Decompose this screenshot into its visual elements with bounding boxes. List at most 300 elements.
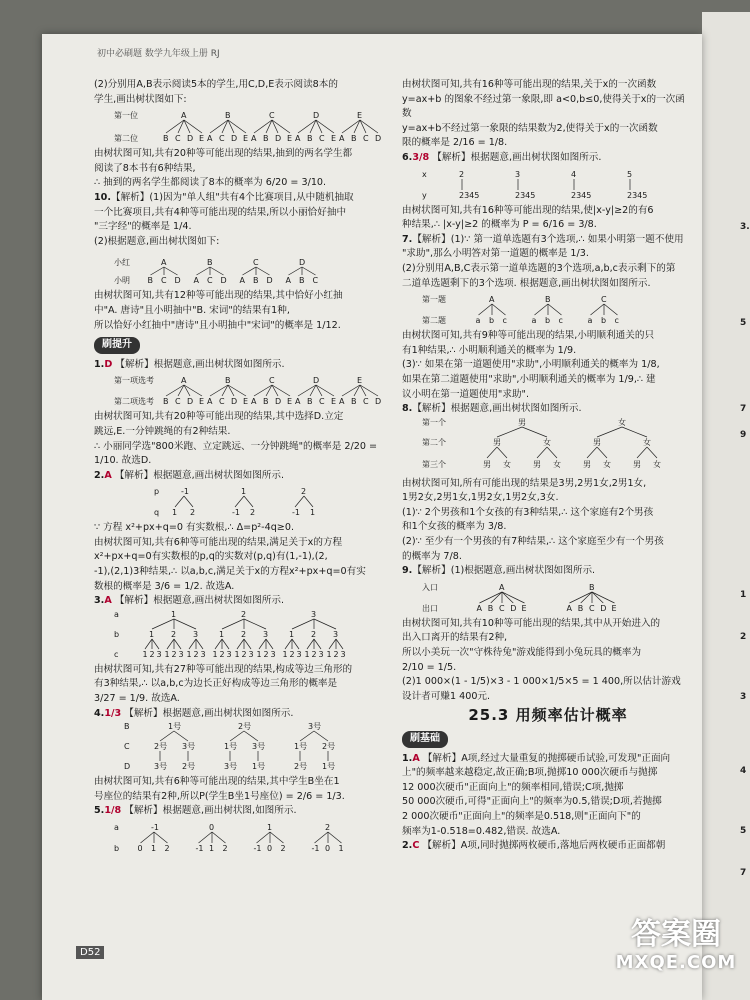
tree-node: 3号 [224,762,238,772]
text-line: 限的概率是 2/16 = 1/8. [402,137,508,149]
tree-branch [314,731,328,741]
tree-branch [145,639,152,649]
tree-node: 男 [483,459,491,469]
text-line: 频率为1-0.518=0.482,错误. 故选A. [402,825,561,837]
tree-node: C [207,276,213,286]
tree-branch [497,427,522,437]
tree-node: 2 [333,649,339,659]
book-page [42,34,702,1000]
tree-branch [315,832,329,843]
question-number: 7. [402,233,413,245]
tree-branch [535,304,549,315]
tree-label: 第二位 [114,134,138,144]
tree-node: 2 [241,629,247,639]
tree-node: B [163,134,169,144]
tree-branch [570,592,593,603]
tree-branch [285,639,292,649]
tree-branch [184,496,193,507]
text-line: 【解析】根据题意,画出树状图如图所示. [412,403,582,415]
tree-label: y [422,190,427,200]
tree-node: 2 [171,649,177,659]
text-line: 出入口离开的结果有2种, [402,632,508,644]
tree-node: D [220,276,227,286]
tree-branch [266,639,273,649]
tree-node: 3 [340,649,346,659]
tree-node: 1号 [168,722,182,732]
question-number: 1. [402,752,413,764]
answer: 1/3 [104,707,122,719]
answer: 1/8 [104,805,122,817]
tree-branch [215,639,222,649]
tree-node: 男 [633,459,641,469]
tree-node: 1 [326,649,332,659]
tree-node: b [545,316,551,326]
tree-node: 2 [171,629,177,639]
question-number: 1. [94,358,105,370]
tree-branch [292,639,299,649]
tree-node: B [263,397,269,407]
tree-branch [244,731,258,741]
tree-node: D [231,397,238,407]
tree-branch [587,447,597,458]
tree-node: 2 [222,844,228,853]
tree-diagram-q10 [114,251,374,287]
tree-node: 4 [571,169,577,179]
answer: A [104,469,112,481]
tree-node: 1号 [322,762,336,772]
tree-node: 1号 [252,762,266,772]
tree-node: D [187,134,194,144]
tree-branch [592,592,615,603]
text-line: 由树状图可知,所有可能出现的结果是3男,2男1女,2男1女, [402,477,647,489]
tree-node: 3号 [252,742,266,752]
tree-node: 女 [653,459,661,469]
tree-label: 入口 [422,582,438,592]
tree-node: C [319,134,325,144]
tree-diagram-q5 [114,821,384,855]
text-line: 【解析】根据题意,画出树状图如图所示. [114,469,285,481]
tree-node: B [545,295,551,305]
answer: A [412,752,420,764]
tree-node: 3 [311,609,317,619]
tree-branch [622,427,647,437]
tree-node: 1 [256,649,262,659]
tree-node: A [295,397,301,407]
tree-node: 1 [212,649,218,659]
tree-node: A [295,134,301,144]
tree-node: 3号 [182,742,196,752]
tree-label: 出口 [422,603,438,613]
edge-number: 7 [740,868,747,878]
tree-branch [222,639,229,649]
tree-diagram-q4 [114,723,374,773]
text-line: 的概率为 7/8. [402,550,462,562]
watermark [606,918,746,973]
tree-diagram-q1 [114,374,382,408]
left-column [94,78,396,857]
text-line: 【解析】根据题意,画出树状图如图所示. [124,707,294,719]
text-line: 由树状图可知,共有6种等可能出现的结果,其中学生B坐在1 [94,776,340,788]
text-line: (2)分别用A,B表示阅读5本的学生,用C,D,E表示阅读8本的 [94,79,338,90]
tree-node: B [577,603,584,613]
tree-node: C [319,397,325,407]
tree-node: 1 [172,508,178,518]
text-line: 1/10. 故选D. [94,455,152,467]
tree-node: 5 [627,169,633,179]
text-line: 数根的概率是 3/6 = 1/2. 故选A. [94,580,235,592]
text-line: 【解析】根据题意,画出树状图,如图所示. [124,805,297,817]
text-line: (2)1 000×(1 - 1/5)×3 - 1 000×1/5×5 = 1 400,所以估计游戏 [402,676,681,688]
text-line: 学生,画出树状图如下: [94,93,187,105]
tree-node: A [207,397,213,407]
edge-number: 2 [740,632,747,642]
tree-node: B [351,134,357,144]
text-line: (2)根据题意,画出树状图如下: [94,235,220,247]
text-line: 2/10 = 1/5. [402,661,457,673]
tree-label: 第一题 [422,295,446,305]
text-line: ∴ 小丽同学选"800米跑、立定跳远、一分钟跳绳"的概率是 2/20 = [94,440,378,452]
tree-node: 2号 [154,742,168,752]
tree-node: 1 [142,649,148,659]
tree-node: 2 [311,649,317,659]
question-number: 4. [94,707,105,719]
tree-node: -1 [253,844,262,853]
tree-node: B [589,582,595,592]
text-line: 由树状图可知,共有20种等可能出现的结果,抽到的两名学生都 [94,148,353,160]
tree-node: 0 [137,844,143,853]
text-line: y=ax+b 的图象不经过第一象限,即 a<0,b≤0,使得关于x的一次函数 [402,93,685,120]
tree-branch [492,304,506,315]
tree-node: C [253,258,259,268]
tree-label: q [154,508,160,518]
tree-branch [175,496,184,507]
tree-branch [152,639,159,649]
tree-node: 2 [280,844,286,853]
text-line: 由树状图可知,共有6种等可能出现的结果,满足关于x的方程 [94,536,343,548]
answer: 3/8 [412,151,430,163]
tree-label: x [422,169,427,179]
edge-number: 1 [740,590,747,600]
tree-node: 1 [241,487,247,497]
tree-node: 2 [263,649,269,659]
tree-node: 1 [289,629,295,639]
tree-node: 2 [241,609,247,619]
tree-node: c [558,316,563,326]
edge-number: 9 [740,430,747,440]
text-line: 【解析】根据题意,画出树状图如图所示. [432,151,602,163]
tree-node: B [307,397,313,407]
text-line: y=ax+b不经过第一象限的结果数为2,使得关于x的一次函数 [402,122,658,134]
tree-branch [152,619,174,629]
tree-branch [547,447,557,458]
edge-number: 4 [740,766,747,776]
tree-label: a [114,823,119,832]
tree-node: C [499,603,505,613]
tree-node: 女 [543,437,551,447]
section-name: 用频率估计概率 [515,706,628,725]
section-banner: 刷提升 [94,337,140,354]
tree-branch [328,832,342,843]
tree-node: -1 [232,508,240,518]
tree-label: 第二项选考 [114,397,154,407]
text-line: 由树状图可知,共有12种等可能出现的结果,其中恰好小红抽 [94,290,343,302]
text-line: 由树状图可知,共有20种等可能出现的结果,其中选择D.立定 [94,411,344,423]
text-line: 【解析】A项,同时抛掷两枚硬币,落地后两枚硬币正面都朝 [422,840,666,852]
text-line: 一个比赛项目,共有4种等可能出现的结果,所以小丽恰好抽中 [94,206,347,218]
tree-branch [592,592,603,603]
text-line: 号座位的结果有2种,所以P(学生B坐1号座位) = 2/6 = 1/3. [94,790,345,802]
tree-node: D [275,134,282,144]
tree-label: 第三个 [422,459,446,469]
text-line: "求助",那么小明答对第一道题的概率是 1/3. [402,248,589,260]
tree-node: A [193,276,199,286]
text-line: 阅读了8本书有6种结果, [94,162,196,174]
tree-node: 女 [643,437,651,447]
tree-branch [502,592,513,603]
tree-node: 1 [267,823,273,832]
tree-branch [199,832,213,843]
tree-node: C [312,276,319,286]
tree-node: A [251,134,257,144]
tree-node: C [601,295,607,305]
tree-node: 2 [149,649,155,659]
text-line: 2 000次硬币"正面向上"的频率是0.518,则"正面向下"的 [402,810,641,822]
tree-node: C [219,397,225,407]
tree-node: 女 [503,459,511,469]
tree-node: C [363,397,369,407]
tree-node: D [299,258,306,268]
tree-node: A [181,376,187,386]
tree-node: 2 [250,508,256,518]
tree-node: 1 [304,649,310,659]
tree-node: a [475,316,481,326]
tree-branch [307,639,314,649]
tree-branch [167,639,174,649]
text-line: 所以小美玩一次"守株待兔"游戏能得到小兔玩具的概率为 [402,647,642,659]
tree-branch [270,832,284,843]
text-line: 跳远,E.一分钟跳绳的有2种结果. [94,425,231,437]
tree-node: 2号 [238,722,252,732]
text-line: 二道单选题剩下的3个选项. 根据题意,画出树状图如图所示. [402,277,651,289]
tree-node: 男 [593,437,601,447]
tree-branch [189,639,196,649]
tree-node: 1 [209,844,215,853]
tree-node: b [489,316,495,326]
right-column [402,78,694,854]
text-line: 1男2女,2男1女,1男2女,1男2女,3女. [402,492,559,504]
tree-node: 1 [338,844,344,853]
tree-label: b [114,629,120,639]
tree-node: 2345 [459,190,480,200]
tree-node: 2345 [515,190,536,200]
tree-node: D [231,134,238,144]
text-line: 有3种结果,∴ 以a,b,c为边长正好构成等边三角形的概率是 [94,678,338,690]
text-line: 上"的频率越来越稳定,故正确;B项,抛掷10 000次硬币与抛掷 [402,767,658,779]
tree-branch [289,267,303,275]
tree-node: 2 [311,629,317,639]
tree-node: 2 [193,649,199,659]
text-line: 议小明在第一道题使用"求助". [402,388,529,400]
tree-branch [537,447,547,458]
tree-node: 1 [219,629,225,639]
answer: D [104,358,113,370]
tree-label: 第一位 [114,111,138,121]
tree-node: E [199,397,205,407]
tree-branch [141,832,155,843]
tree-node: 1号 [224,742,238,752]
tree-node: E [287,397,293,407]
tree-node: 3 [178,649,184,659]
tree-branch [256,267,270,275]
tree-branch [597,427,622,437]
tree-node: 女 [603,459,611,469]
tree-node: D [375,134,382,144]
tree-node: 女 [618,417,626,427]
tree-branch [336,639,343,649]
tree-node: 3 [193,629,199,639]
tree-node: A [207,134,213,144]
tree-diagram-q7 [422,293,682,327]
tree-node: 3 [200,649,206,659]
tree-node: 3 [248,649,254,659]
tree-label: 第一个 [422,417,446,427]
tree-branch [292,619,314,629]
text-line: ∴ 抽到的两名学生都阅读了8本的概率为 6/20 = 3/10. [94,177,327,189]
tree-node: 0 [267,844,273,853]
tree-node: D [375,397,382,407]
tree-node: A [566,603,572,613]
tree-node: 3号 [154,762,168,772]
tree-node: C [175,134,181,144]
tree-label: a [114,609,119,619]
tree-branch [164,267,178,275]
tree-node: c [502,316,507,326]
tree-diagram-q6 [422,168,682,202]
tree-node: C [175,397,181,407]
tree-node: 3 [263,629,269,639]
tree-node: D [266,276,273,286]
tree-node: 3 [156,649,162,659]
tree-branch [222,619,244,629]
tree-branch [522,427,547,437]
text-line: 50 000次硬币,可得"正面向上"的频率为0.5,错误;D项,若抛掷 [402,796,662,808]
tree-label: D [124,762,131,772]
question-number: 9. [402,565,413,577]
tree-node: 1 [164,649,170,659]
text-line: 设计者可赚1 400元. [402,690,491,702]
tree-branch [235,496,244,507]
edge-number: 7 [740,404,747,414]
tree-node: -1 [292,508,300,518]
tree-node: E [199,134,205,144]
tree-node: D [174,276,181,286]
tree-node: E [331,134,337,144]
tree-node: E [331,397,337,407]
tree-branch [604,304,618,315]
watermark-url: MXQE.COM [615,952,737,973]
tree-branch [302,267,316,275]
tree-node: E [357,111,363,121]
tree-branch [581,592,592,603]
tree-label: 第一项选考 [114,376,154,386]
tree-node: E [521,603,527,613]
tree-node: -1 [181,487,189,497]
tree-label: 小红 [114,258,130,268]
tree-diagram-q9 [114,109,382,145]
text-line: 【解析】(1)∵ 第一道单选题有3个选项,∴ 如果小明第一题不使用 [412,233,684,245]
question-number: 2. [94,469,105,481]
tree-branch [257,832,271,843]
tree-node: 1 [149,629,155,639]
page-header: 初中必刷题 数学九年级上册 RJ [97,49,220,59]
tree-node: A [251,397,257,407]
tree-branch [502,592,525,603]
tree-node: B [163,397,169,407]
tree-branch [244,496,253,507]
tree-node: 2号 [322,742,336,752]
tree-node: 3 [226,649,232,659]
tree-node: 女 [553,459,561,469]
text-line: 由树状图可知,共有27种等可能出现的结果,构成等边三角形的 [94,663,353,675]
tree-node: a [531,316,537,326]
text-line: (2)分别用A,B,C表示第一道单选题的3个选项,a,b,c表示剩下的第 [402,262,676,274]
tree-node: 1 [310,508,316,518]
tree-branch [637,447,647,458]
tree-node: 2 [164,844,170,853]
tree-node: -1 [311,844,320,853]
tree-node: 2 [289,649,295,659]
tree-node: E [357,376,363,386]
text-line: 【解析】根据题意,画出树状图如图所示. [114,595,285,607]
edge-number: 5 [740,318,747,328]
text-line: 由树状图可知,共有16种等可能出现的结果,关于x的一次函数 [402,79,657,90]
text-line: x²+px+q=0有实数根的p,q的实数对(p,q)有(1,-1),(2, [94,551,328,563]
tree-node: D [313,376,320,386]
tree-branch [174,619,196,629]
next-page-edge [702,12,750,1000]
tree-node: C [363,134,369,144]
tree-node: D [275,397,282,407]
tree-diagram-q3 [114,611,384,661]
tree-branch [160,731,174,741]
tree-node: 0 [325,844,331,853]
section-banner: 刷基础 [402,731,448,748]
tree-branch [154,832,168,843]
tree-node: 0 [209,823,215,832]
section-title [402,708,694,723]
tree-node: B [263,134,269,144]
tree-node: 3号 [308,722,322,732]
tree-node: 1 [171,609,177,619]
tree-node: B [225,376,231,386]
tree-branch [647,447,657,458]
tree-branch [196,639,203,649]
tree-branch [151,267,165,275]
tree-branch [243,267,257,275]
tree-node: A [476,603,482,613]
tree-node: 2345 [627,190,648,200]
tree-branch [304,496,313,507]
tree-node: B [299,276,305,286]
tree-branch [480,592,503,603]
tree-node: C [269,111,275,121]
tree-branch [174,731,188,741]
text-line: 3/27 = 1/9. 故选A. [94,693,180,705]
tree-node: C [589,603,595,613]
tree-node: c [614,316,619,326]
text-line: 如果在第二道题使用"求助",小明顺利通关的概率为 1/9,∴ 建 [402,373,656,385]
tree-node: A [339,134,345,144]
